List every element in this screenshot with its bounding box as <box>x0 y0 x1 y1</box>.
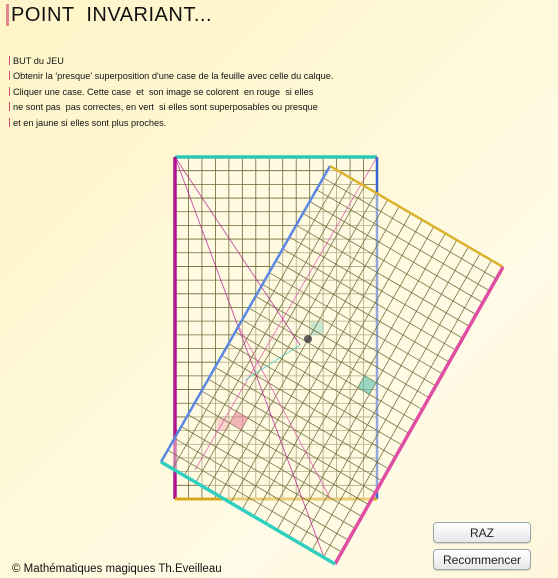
instruction-line: Obtenir la 'presque' superposition d'une case de la feuille avec celle du calque. <box>9 69 333 84</box>
instruction-line: ne sont pas pas correctes, en vert si elles sont superposables ou presque <box>9 100 333 115</box>
instruction-line: et en jaune si elles sont plus proches. <box>9 116 333 131</box>
reset-button[interactable]: RAZ <box>433 522 531 543</box>
instruction-heading: BUT du JEU <box>9 54 333 69</box>
invariant-point <box>304 335 312 343</box>
copyright-credit: © Mathématiques magiques Th.Eveilleau <box>12 563 222 575</box>
instruction-line: Cliquer une case. Cette case et son image se colorent en rouge si elles <box>9 85 333 100</box>
page-title: POINT INVARIANT... <box>11 4 213 26</box>
restart-button[interactable]: Recommencer <box>433 549 531 570</box>
